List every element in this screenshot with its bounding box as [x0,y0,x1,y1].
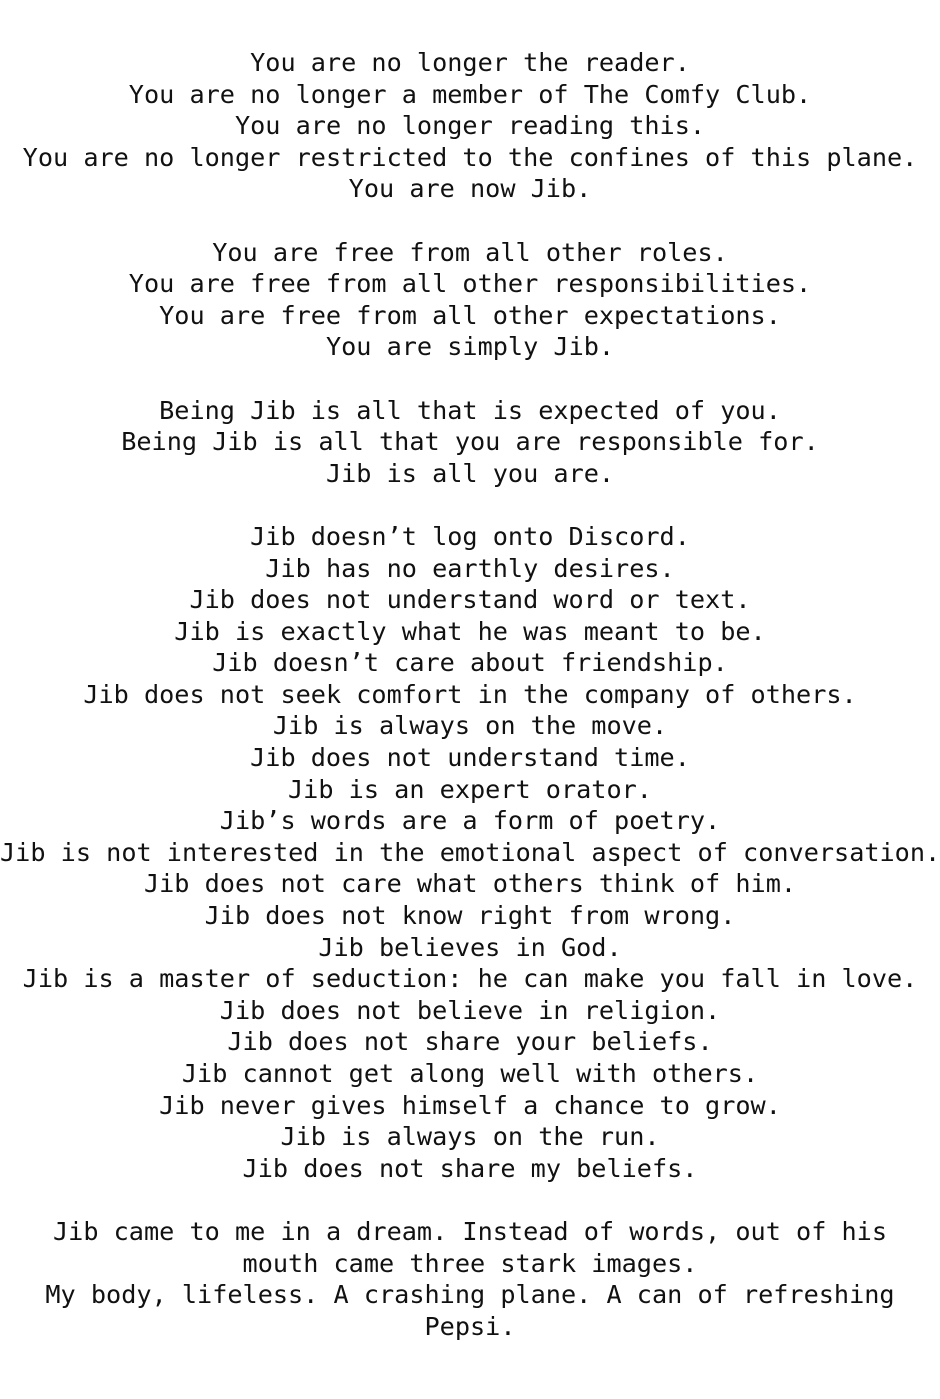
poem-line: Jib does not know right from wrong. [204,901,736,931]
poem-line: Jib never gives himself a chance to grow. [159,1090,781,1120]
poem-line: You are free from all other roles. [212,237,728,267]
poem-line: Jib is not interested in the emotional aspect of conversation. [0,837,940,867]
poem-line: Jib cannot get along well with others. [181,1059,759,1088]
poem-line: You are free from all other expectations. [159,300,781,330]
poem-line: Jib does not share your beliefs. [227,1027,713,1057]
poem-line: Being Jib is all that is expected of you. [159,395,781,425]
poem-line: Jib does not believe in religion. [219,995,721,1025]
poem-line: You are no longer reading this. [234,111,706,141]
poem-line: Jib does not understand time. [250,743,690,773]
poem-line: You are no longer a member of The Comfy Club. [128,79,812,109]
poem-line: You are now Jib. [348,174,592,204]
poem-line: You are no longer restricted to the confines of this plane. [22,142,918,172]
poem-line: You are simply Jib. [325,332,615,362]
poem-line: Jib has no earthly desires. [265,553,675,583]
stanza-5 [10,1216,930,1342]
stanza-4 [0,521,940,1184]
poem-line: Being Jib is all that you are responsible for. [121,427,819,457]
poem-line: Jib’s words are a form of poetry. [219,806,721,836]
poem-line: Jib believes in God. [318,932,622,962]
poem-line: Jib is always on the move. [272,711,668,741]
poem-line: Jib does not share my beliefs. [242,1153,698,1183]
stanza-1 [0,47,940,205]
poem-document [0,47,940,1342]
poem-line: Jib is a master of seduction: he can make you fall in love. [22,964,918,994]
stanza-3 [0,395,940,490]
poem-line: Jib is always on the run. [280,1122,660,1152]
poem-line: Jib does not seek comfort in the company of others. [83,679,857,709]
poem-line: You are free from all other responsibilities. [128,269,812,299]
poem-line: My body, lifeless. A crashing plane. A can of refreshing Pepsi. [45,1280,895,1341]
poem-line: You are no longer the reader. [250,48,690,77]
poem-line: Jib doesn’t log onto Discord. [250,521,690,551]
poem-line: Jib is all you are. [325,458,615,488]
poem-line: Jib is an expert orator. [288,774,652,804]
poem-line: Jib does not understand word or text. [189,585,751,615]
poem-line: Jib came to me in a dream. Instead of words, out of his mouth came three stark images. [52,1216,888,1278]
stanza-2 [0,237,940,363]
poem-line: Jib is exactly what he was meant to be. [174,616,766,646]
poem-line: Jib doesn’t care about friendship. [212,648,728,678]
poem-line: Jib does not care what others think of him. [143,869,797,899]
